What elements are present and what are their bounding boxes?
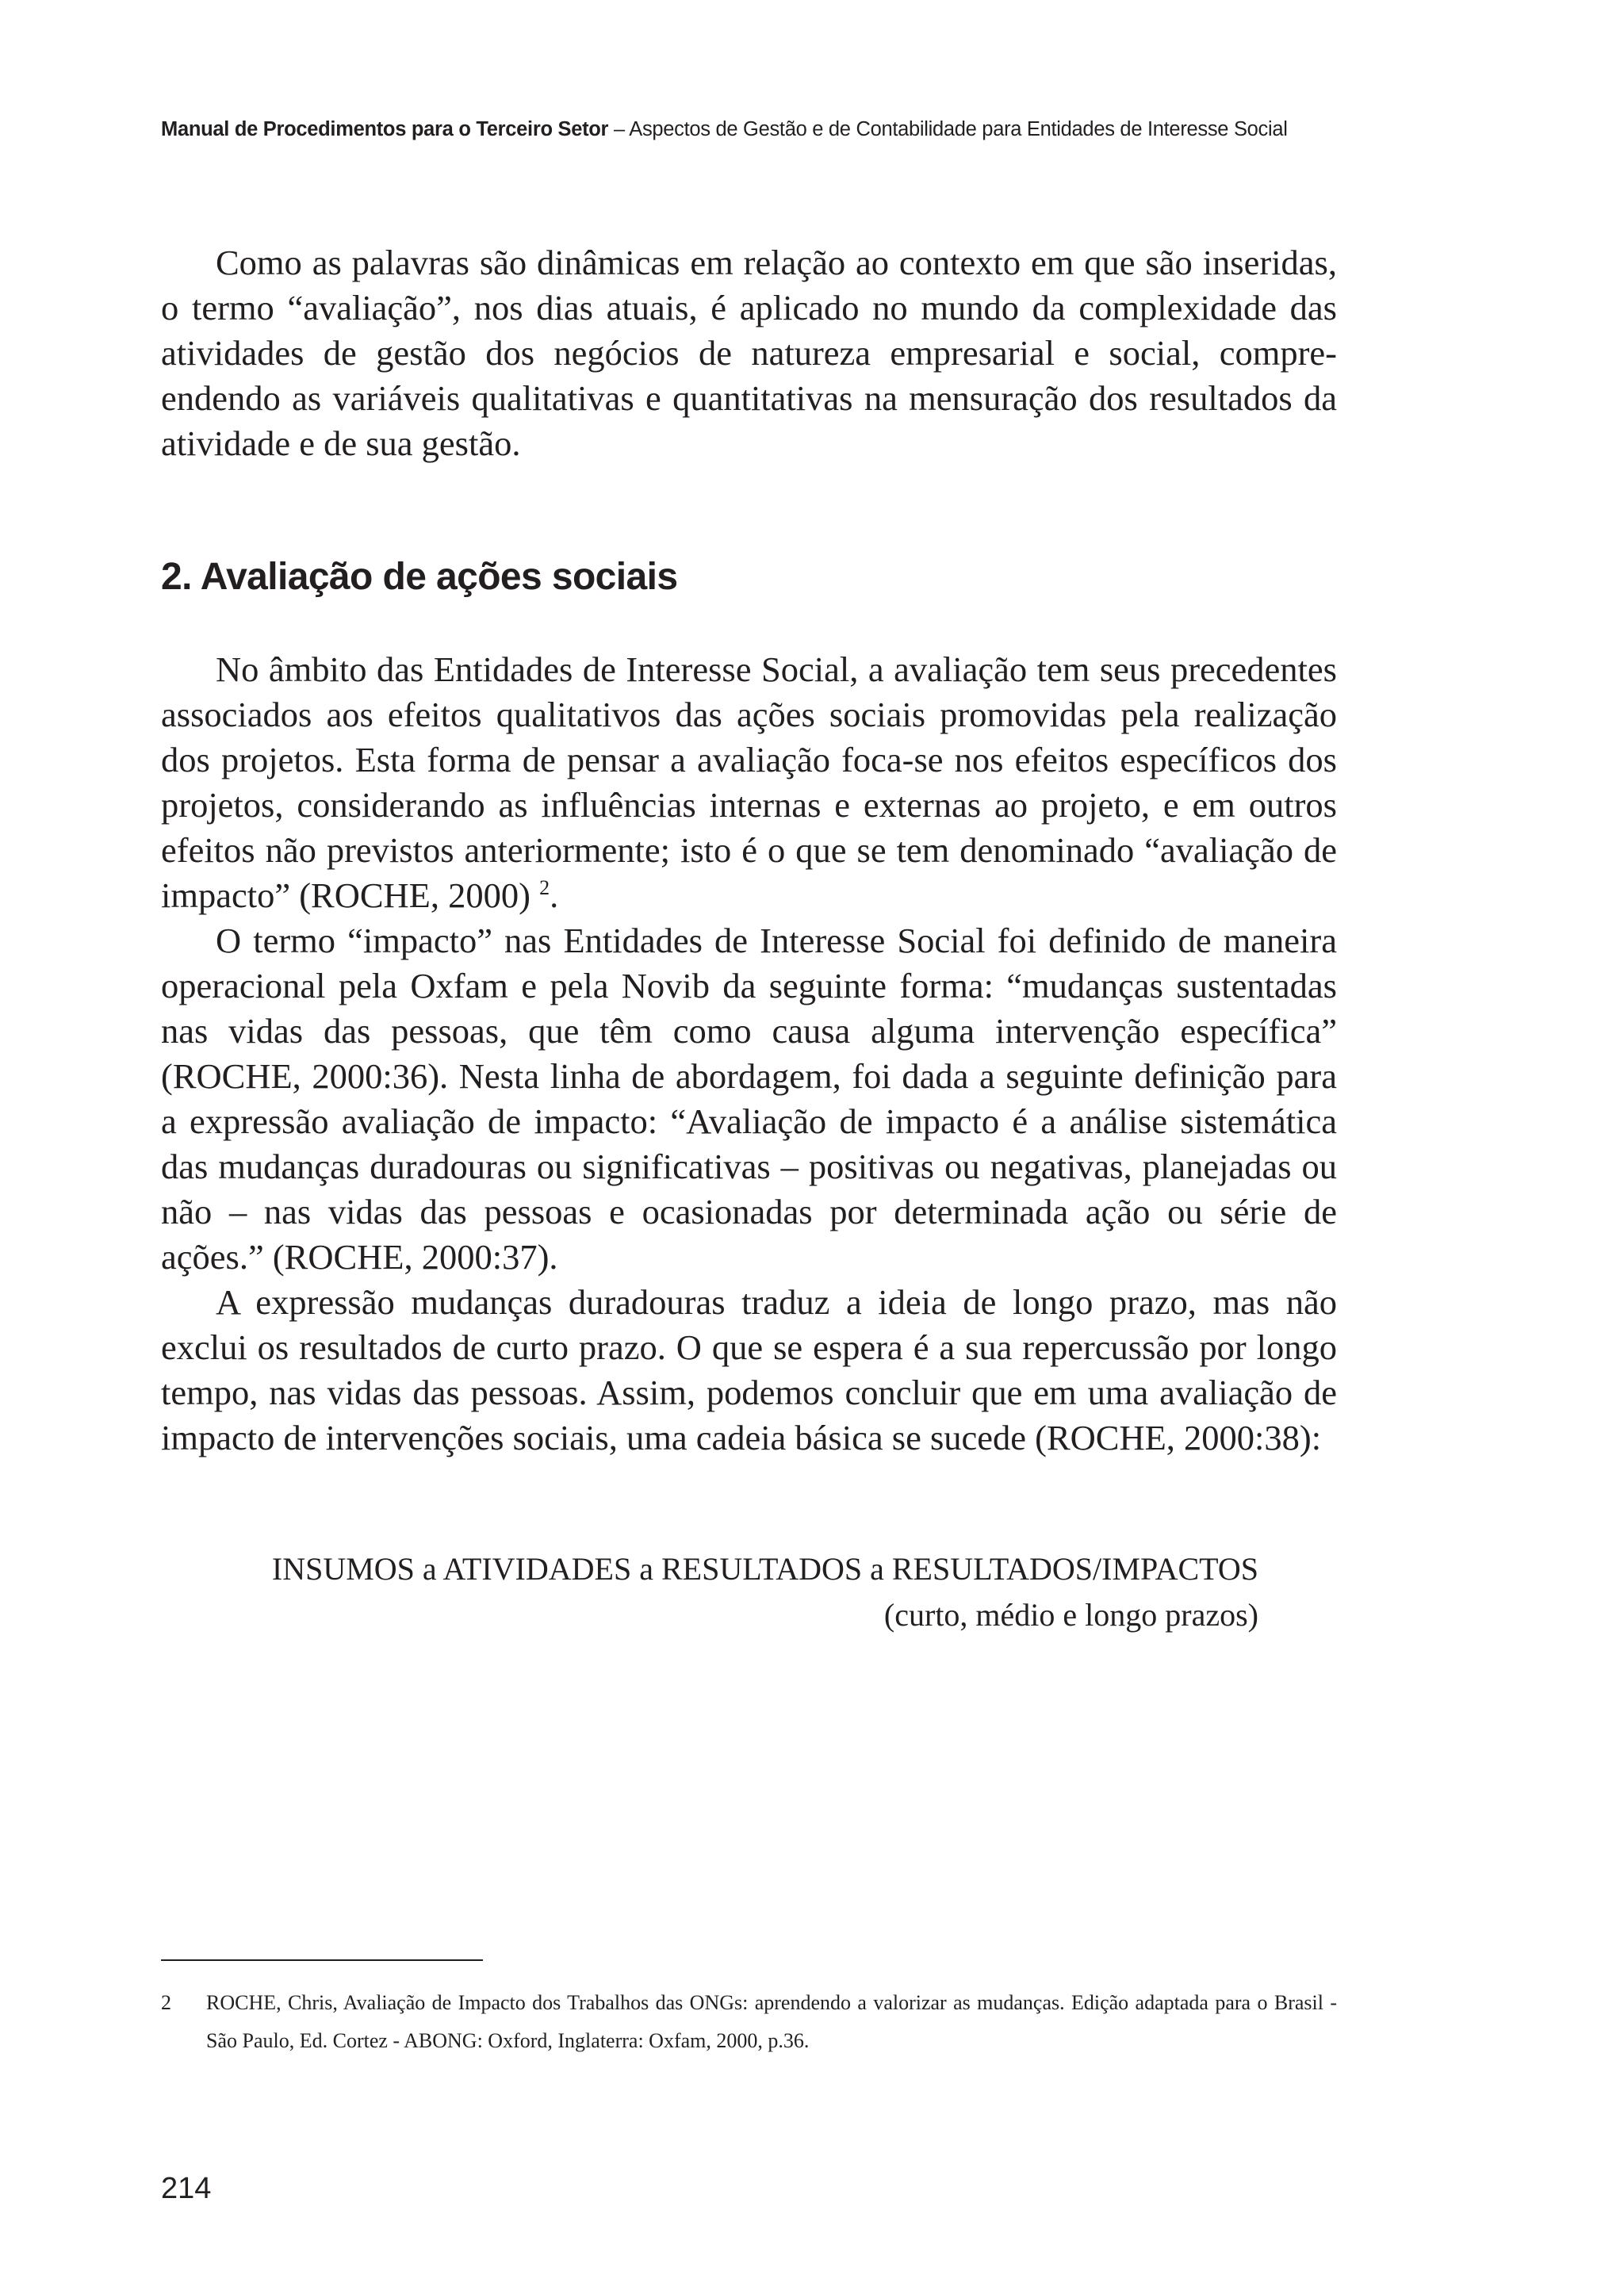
footnote-number: 2: [161, 1991, 171, 2014]
paragraph-2: O termo “impacto” nas Entidades de Interesse Social foi definido de maneira operacional pela Oxfam e pela Novib da seguinte forma: “mudanças sustentadas nas vidas das pessoas, que têm como causa alguma intervenção específica” (ROCHE, 2000:36). Nesta linha de abordagem, foi dada a seguinte definição para a expressão avaliação de impacto: “Avaliação de impacto é a análise sistemática das mudanças duradouras ou significativas – positivas ou negativas, planejadas ou não – nas vidas das pessoas e ocasionadas por determinada ação ou série de ações.” (ROCHE, 2000:37).: [161, 921, 1337, 1277]
header-separator: –: [608, 118, 630, 140]
paragraph-3: A expressão mudanças duradouras traduz a ideia de longo prazo, mas não exclui os resultados de curto prazo. O que se espera é a sua repercussão por longo tempo, nas vidas das pessoas. Assim, podemos concluir que em uma avaliação de impacto de intervenções sociais, uma cadeia básica se sucede (ROCHE, 2000:38):: [161, 1282, 1337, 1457]
intro-paragraph: Como as palavras são dinâmicas em relação ao contexto em que são inseridas, o termo “avaliação”, nos dias atuais, é aplicado no mundo da complexidade das atividades de gestão dos negócios de natureza empresarial e social, compreendendo as variáveis qualitativas e quantitativas na mensuração dos resultados da atividade e de sua gestão.: [161, 243, 1337, 463]
paragraph-1: [161, 647, 1337, 918]
paragraph-1-text: No âmbito das Entidades de Interesse Social, a avaliação tem seus precedentes associados aos efeitos qualitativos das ações sociais promovidas pela realização dos projetos. Esta forma de pensar a avaliação foca-se nos efeitos específicos dos projetos, considerando as influências internas e externas ao projeto, e em outros efeitos não previstos anteriormente; isto é o que se tem denominado “avaliação de impacto” (ROCHE, 2000): [161, 649, 1337, 915]
section-heading: 2. Avaliação de ações sociais: [161, 556, 678, 598]
header-subtitle: Aspectos de Gestão e de Contabilidade para Entidades de Interesse Social: [629, 118, 1288, 140]
impact-chain: [161, 1546, 1258, 1638]
section-body: [161, 647, 1337, 1461]
impact-chain-line: INSUMOS a ATIVIDADES a RESULTADOS a RESULTADOS/IMPACTOS: [271, 1551, 1258, 1587]
footnote-text: ROCHE, Chris, Avaliação de Impacto dos Trabalhos das ONGs: aprendendo a valorizar as mudanças. Edição adaptada para o Brasil - São Paulo, Ed. Cortez - ABONG: Oxford, Inglaterra: Oxfam, 2000, p.36.: [206, 1991, 1337, 2052]
paragraph-1-end: .: [550, 875, 559, 915]
header-title: Manual de Procedimentos para o Terceiro Setor: [161, 118, 609, 140]
page-number: 214: [161, 2172, 212, 2205]
running-header: [161, 116, 1477, 143]
impact-chain-note: (curto, médio e longo prazos): [883, 1597, 1258, 1633]
footnote-divider: [161, 1959, 483, 1961]
footnote: [161, 1984, 1337, 2060]
footnote-reference: 2: [539, 876, 550, 899]
